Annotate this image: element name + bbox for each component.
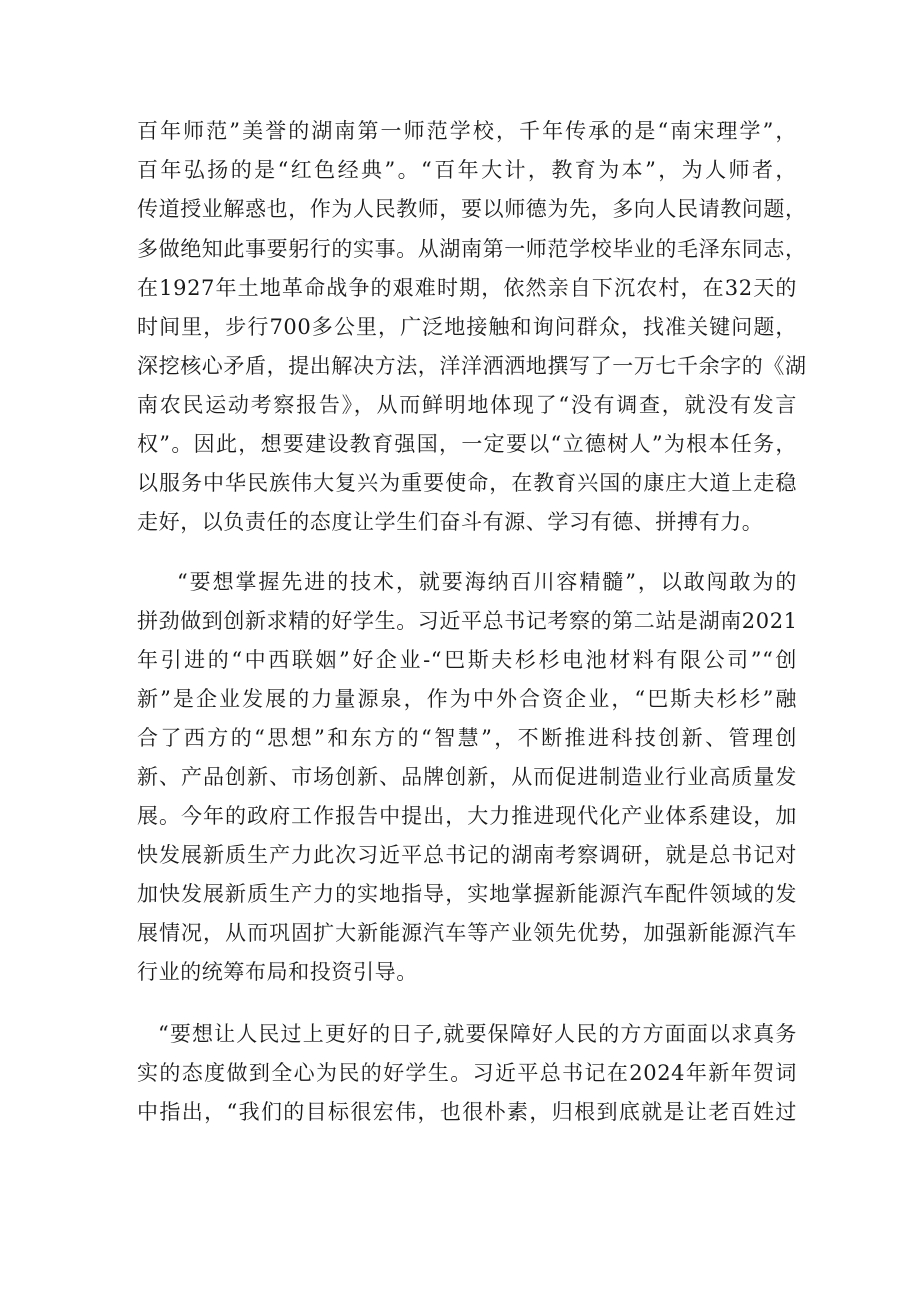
text-line: 走好，以负责任的态度让学生们奋斗有源、学习有德、拼搏有力。 [137, 510, 764, 534]
text-line: 传道授业解惑也，作为人民教师，要以师德为先，多向人民请教问题， [137, 197, 807, 221]
text-line: 年引进的“中西联姻”好企业-“巴斯夫杉杉电池材料有限公司”“创 [137, 648, 797, 672]
text-line: 新”是企业发展的力量源泉，作为中外合资企业，“巴斯夫杉杉”融 [137, 687, 797, 711]
text-line: 行业的统筹布局和投资引导。 [137, 960, 418, 984]
text-line: 深挖核心矛盾，提出解决方法，洋洋洒洒地撰写了一万七千余字的《湖 [137, 354, 807, 378]
text-line: 加快发展新质生产力的实地指导，实地掌握新能源汽车配件领域的发 [137, 882, 797, 906]
text-line: 在1927年土地革命战争的艰难时期，依然亲自下沉农村，在32天的 [137, 276, 797, 300]
text-line: 以服务中华民族伟大复兴为重要使命，在教育兴国的康庄大道上走稳 [137, 471, 797, 495]
text-line: 实的态度做到全心为民的好学生。习近平总书记在2024年新年贺词 [137, 1061, 797, 1085]
text-line: “要想掌握先进的技术，就要海纳百川容精髓”，以敢闯敢为的 [177, 570, 797, 594]
text-line: 多做绝知此事要躬行的实事。从湖南第一师范学校毕业的毛泽东同志， [137, 237, 807, 261]
text-line: 南农民运动考察报告》，从而鲜明地体现了“没有调查，就没有发言 [137, 393, 797, 417]
text-line: 百年师范”美誉的湖南第一师范学校，千年传承的是“南宋理学”， [137, 119, 797, 143]
text-line: 展。今年的政府工作报告中提出，大力推进现代化产业体系建设，加 [137, 804, 797, 828]
text-line: 拼劲做到创新求精的好学生。习近平总书记考察的第二站是湖南2021 [137, 609, 798, 633]
text-line: 中指出，“我们的目标很宏伟，也很朴素，归根到底就是让老百姓过 [137, 1100, 797, 1124]
text-line: 合了西方的“思想”和东方的“智慧”，不断推进科技创新、管理创 [137, 726, 797, 750]
text-line: 快发展新质生产力此次习近平总书记的湖南考察调研，就是总书记对 [137, 843, 797, 867]
text-line: “要想让人民过上更好的日子,就要保障好人民的方方面面以求真务 [158, 1022, 797, 1046]
text-line: 新、产品创新、市场创新、品牌创新，从而促进制造业行业高质量发 [137, 765, 797, 789]
text-line: 百年弘扬的是“红色经典”。“百年大计，教育为本”，为人师者， [137, 158, 797, 182]
text-line: 展情况，从而巩固扩大新能源汽车等产业领先优势，加强新能源汽车 [137, 921, 797, 945]
text-line: 时间里，步行700多公里，广泛地接触和询问群众，找准关键问题， [137, 315, 797, 339]
text-line: 权”。因此，想要建设教育强国，一定要以“立德树人”为根本任务， [137, 432, 797, 456]
